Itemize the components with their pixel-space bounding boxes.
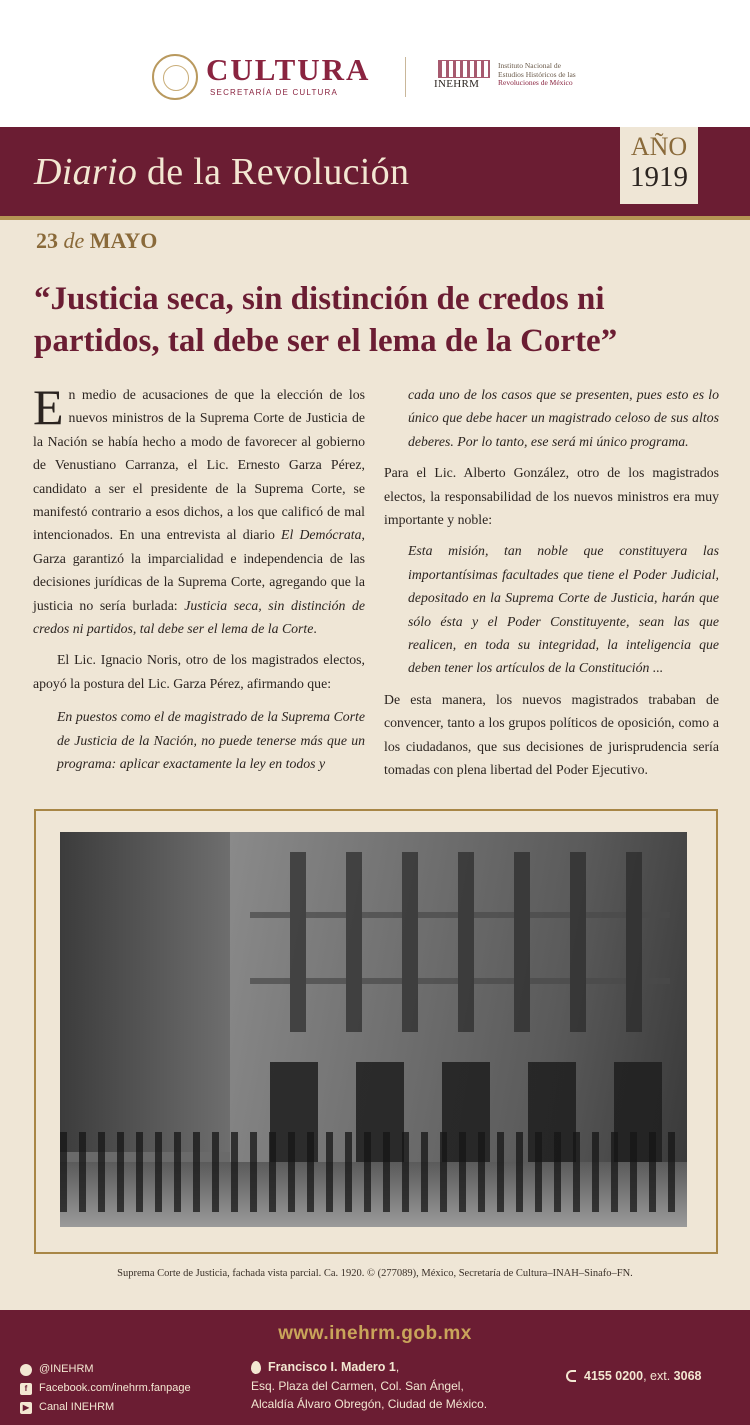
facebook-link[interactable]: Facebook.com/inehrm.fanpage (39, 1382, 191, 1394)
quote-1: En puestos como el de magistrado de la Suprema Corte de Justicia de la Nación, no puede tenerse más que un programa: aplicar exactamente la ley en todos y (57, 709, 365, 772)
national-seal-icon (152, 54, 198, 100)
address-line-3: Alcaldía Álvaro Obregón, Ciudad de México. (251, 1397, 488, 1411)
photo-windows (250, 852, 670, 1032)
motto-quote: Justicia seca, sin distinción de credos ni partidos, tal debe ser el lema de la Corte (33, 597, 365, 637)
phone-ext-label: , ext. (643, 1369, 674, 1383)
facebook-row[interactable] (20, 1379, 191, 1398)
phone-number: 4155 0200 (584, 1369, 644, 1383)
paragraph-1-text-b: , Garza garantizó la imparcialidad e independencia de las decisiones jurídicas de la Suprema Corte, agregando que la justicia no sería burlada: (33, 527, 365, 613)
photo-left-building (60, 832, 230, 1152)
header (0, 0, 750, 127)
address-lines (250, 1358, 487, 1414)
paragraph-1 (33, 379, 365, 640)
secretaria-label: SECRETARÍA DE CULTURA (210, 88, 339, 97)
paragraph-2: El Lic. Ignacio Noris, otro de los magistrados electos, apoyó la postura del Lic. Garza Pérez, afirmando que: (33, 652, 365, 691)
paragraph-3: Para el Lic. Alberto González, otro de los magistrados electos, la responsabilidad de los nuevos ministros era muy importante y noble: (384, 465, 719, 528)
photo-caption: Suprema Corte de Justicia, fachada vista parcial. Ca. 1920. © (277089), México, Secretaría de Cultura–INAH–Sinafo–FN. (117, 1268, 633, 1279)
address-street: Francisco I. Madero 1 (268, 1360, 396, 1374)
paragraph-4: De esta manera, los nuevos magistrados trababan de convencer, tanto a los grupos políticos de oposición, como a los ciudadanos, que sus decisiones de jurisprudencia sería tomadas con plena libertad del Poder Ejecutivo. (384, 691, 719, 778)
series-title-rest: de la Revolución (137, 151, 410, 193)
drop-cap: E (33, 379, 64, 435)
website-link[interactable]: www.inehrm.gob.mx (278, 1323, 472, 1344)
twitter-icon (20, 1364, 32, 1376)
youtube-link[interactable]: Canal INEHRM (39, 1401, 115, 1413)
date-month: MAYO (89, 228, 158, 253)
youtube-icon: ▶ (20, 1402, 32, 1414)
address (250, 1358, 487, 1414)
address-line-2: Esq. Plaza del Carmen, Col. San Ángel, (251, 1378, 464, 1393)
social-links (20, 1360, 191, 1417)
phone[interactable] (566, 1369, 701, 1383)
youtube-row[interactable] (20, 1398, 191, 1417)
institute-line-3: Revoluciones de México (498, 78, 573, 87)
newspaper-name: El Demócrata (281, 527, 362, 543)
inehrm-logo (434, 58, 494, 94)
date-day: 23 (36, 228, 58, 253)
headline: “Justicia seca, sin distinción de credos ni partidos, tal debe ser el lema de la Corte” (34, 281, 618, 359)
paragraph-1-text-c: . (313, 621, 317, 637)
twitter-handle[interactable]: @INEHRM (39, 1363, 94, 1375)
phone-ext: 3068 (673, 1369, 702, 1383)
address-line-1 (268, 1358, 487, 1377)
year-value: 1919 (630, 161, 688, 193)
institute-name (498, 62, 576, 88)
header-divider (405, 57, 406, 97)
institute-line-2: Estudios Históricos de las (498, 69, 576, 79)
year-label: AÑO (630, 132, 688, 161)
facebook-icon: f (20, 1383, 32, 1395)
cultura-logo-text: CULTURA (206, 52, 371, 87)
institute-line-1: Instituto Nacional de (498, 61, 561, 70)
photo-crowd (60, 1132, 687, 1212)
left-column (33, 379, 365, 784)
building-icon (438, 60, 490, 78)
supreme-court-photo (60, 832, 687, 1227)
series-title (34, 150, 409, 194)
twitter-row[interactable] (20, 1360, 191, 1379)
series-title-italic: Diario (34, 151, 138, 193)
quote-1-continued: cada uno de los casos que se presenten, pues esto es lo único que debe hacer un magistrado celoso de sus altos deberes. Por lo tanto, ese será mi único programa. (408, 387, 719, 449)
phone-icon (566, 1370, 576, 1382)
paragraph-1-text-a: n medio de acusaciones de que la elección de los nuevos ministros de la Suprema Corte de Justicia de la Nación se había hecho a modo de favorecer al gobierno de Venustiano Carranza, el Lic. Ernesto Garza Pérez, candidato a ser el presidente de la Suprema Corte, se manifestó contrario a esos dichos, a los que calificó de mal intencionados. En una entrevista al diario (33, 387, 365, 543)
year-box (620, 127, 698, 204)
title-band-rule (0, 216, 750, 220)
date-de: de (58, 228, 90, 253)
inehrm-logo-text: INEHRM (434, 78, 480, 90)
article-date (36, 228, 157, 254)
address-comma: , (395, 1360, 400, 1374)
right-column (384, 383, 719, 790)
quote-2: Esta misión, tan noble que constituyera las importantísimas facultades que tiene el Poder Judicial, depositado en la Suprema Corte de Justicia, harán que sólo ésta y el Poder Constituyente, sean las que realicen, en toda su integridad, la inteligencia que deben tener los artículos de la Constitución ... (408, 543, 719, 676)
